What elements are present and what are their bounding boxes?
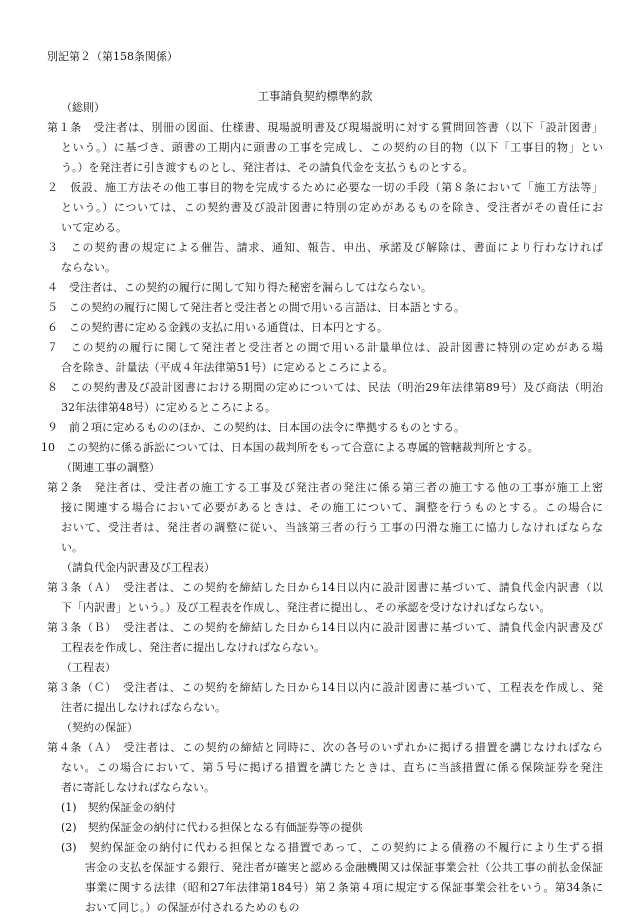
document-title: 工事請負契約標準約款 (257, 89, 373, 103)
article-3a-line-2: 下「内訳書」という。）及び工程表を作成し、発注者に提出し、その承認を受けなければならない。 (61, 601, 551, 614)
article-4a-item-2 (61, 818, 603, 838)
section-heading-schedule: （工程表） (61, 661, 116, 674)
para-2-line-2: という。）については、この契約書及び設計図書に特別の定めがあるものを除き、受注者がその責任にお (61, 201, 603, 214)
article-3a (47, 578, 603, 618)
article-2 (47, 478, 603, 558)
article-1-para-10 (41, 438, 603, 458)
article-1-para-6 (47, 318, 603, 338)
para-3-line-2: ならない。 (61, 261, 116, 274)
para-6-line-1: ６ この契約書に定める金銭の支払に用いる通貨は、日本円とする。 (47, 321, 388, 334)
article-1-line-1: 第１条 受注者は、別冊の図面、仕様書、現場説明書及び現場説明に対する質問回答書（以下「設計図書」 (47, 121, 603, 134)
article-4a-line-2: ない。この場合において、第５号に掲げる措置を講じたときは、直ちに当該措置に係る保険証券を発注 (61, 761, 603, 774)
section-heading-general: （総則） (61, 101, 105, 114)
section-heading-guarantee: （契約の保証） (61, 721, 138, 734)
article-1-para-9 (47, 418, 603, 438)
article-1-para-8 (47, 378, 603, 418)
para-10-line-1: 10 この契約に係る訴訟については、日本国の裁判所をもって合意による専属的管轄裁判所とする。 (41, 441, 539, 454)
contract-body (41, 98, 603, 918)
item-3-line-4: おいて同じ。）の保証が付されるためのもの (85, 901, 300, 914)
section-heading-cost-breakdown: （請負代金内訳書及び工程表） (61, 561, 215, 574)
article-4a-line-3: 者に寄託しなければならない。 (61, 781, 215, 794)
para-8-line-2: 32年法律第48号）に定めるところによる。 (61, 401, 276, 414)
para-9-line-1: ９ 前２項に定めるもののほか、この契約は、日本国の法令に準拠するものとする。 (47, 421, 465, 434)
article-4a-line-1: 第４条（Ａ） 受注者は、この契約の締結と同時に、次の各号のいずれかに掲げる措置を講じなければなら (47, 741, 603, 754)
section-heading-related-work: （関連工事の調整） (61, 461, 160, 474)
article-1-line-2: という。）に基づき、頭書の工期内に頭書の工事を完成し、この契約の目的物（以下「工事目的物」とい (61, 141, 603, 154)
item-3-line-3: 事業に関する法律（昭和27年法律第184号）第２条第４項に規定する保証事業会社をいう。第34条に (85, 881, 603, 894)
article-3c (47, 678, 603, 718)
article-3b-line-2: 工程表を作成し、発注者に提出しなければならない。 (61, 641, 325, 654)
article-2-line-3: おいて、受注者は、発注者の調整に従い、当該第三者の行う工事の円滑な施工に協力しなければならな (61, 521, 603, 534)
article-3b-line-1: 第３条（Ｂ） 受注者は、この契約を締結した日から14日以内に設計図書に基づいて、請負代金内訳書及び (47, 621, 603, 634)
article-3c-line-1: 第３条（Ｃ） 受注者は、この契約を締結した日から14日以内に設計図書に基づいて、工程表を作成し、発 (47, 681, 603, 694)
item-3-line-2: 害金の支払を保証する銀行、発注者が確実と認める金融機関又は保証事業会社（公共工事の前払金保証 (85, 861, 603, 874)
appendix-label: 別記第２（第158条関係） (47, 50, 178, 63)
para-2-line-1: ２ 仮設、施工方法その他工事目的物を完成するために必要な一切の手段（第８条において「施工方法等」 (47, 181, 603, 194)
article-4a-item-3 (61, 838, 603, 918)
article-1 (47, 118, 603, 178)
para-7-line-2: 合を除き、計量法（平成４年法律第51号）に定めるところによる。 (61, 361, 394, 374)
para-3-line-1: ３ この契約書の規定による催告、請求、通知、報告、申出、承諾及び解除は、書面により行わなければ (47, 241, 603, 254)
para-4-line-1: ４ 受注者は、この契約の履行に関して知り得た秘密を漏らしてはならない。 (47, 281, 432, 294)
item-1-line-1: (1) 契約保証金の納付 (61, 801, 176, 814)
article-1-para-5 (47, 298, 603, 318)
article-1-para-2 (47, 178, 603, 238)
article-2-line-1: 第２条 発注者は、受注者の施工する工事及び発注者の発注に係る第三者の施工する他の工事が施工上密 (47, 481, 603, 494)
para-7-line-1: ７ この契約の履行に関して発注者と受注者との間で用いる計量単位は、設計図書に特別の定めがある場 (47, 341, 603, 354)
para-2-line-3: いて定める。 (61, 221, 127, 234)
article-1-para-4 (47, 278, 603, 298)
article-2-line-4: い。 (61, 541, 83, 554)
para-5-line-1: ５ この契約の履行に関して発注者と受注者との間で用いる言語は、日本語とする。 (47, 301, 465, 314)
item-2-line-1: (2) 契約保証金の納付に代わる担保となる有価証券等の提供 (61, 821, 363, 834)
article-2-line-2: 接に関連する場合において必要があるときは、その施工について、調整を行うものとする。この場合に (61, 501, 603, 514)
article-3c-line-2: 注者に提出しなければならない。 (61, 701, 226, 714)
article-1-para-3 (47, 238, 603, 278)
article-1-line-3: う。）を発注者に引き渡すものとし、発注者は、その請負代金を支払うものとする。 (61, 161, 474, 174)
article-3a-line-1: 第３条（Ａ） 受注者は、この契約を締結した日から14日以内に設計図書に基づいて、請負代金内訳書（以 (47, 581, 603, 594)
item-3-line-1: (3) 契約保証金の納付に代わる担保となる措置であって、この契約による債務の不履行により生ずる損 (61, 841, 603, 854)
para-8-line-1: ８ この契約書及び設計図書における期間の定めについては、民法（明治29年法律第89号）及び商法（明治 (47, 381, 603, 394)
article-3b (47, 618, 603, 658)
article-4a-item-1 (61, 798, 603, 818)
article-1-para-7 (47, 338, 603, 378)
article-4a (47, 738, 603, 798)
